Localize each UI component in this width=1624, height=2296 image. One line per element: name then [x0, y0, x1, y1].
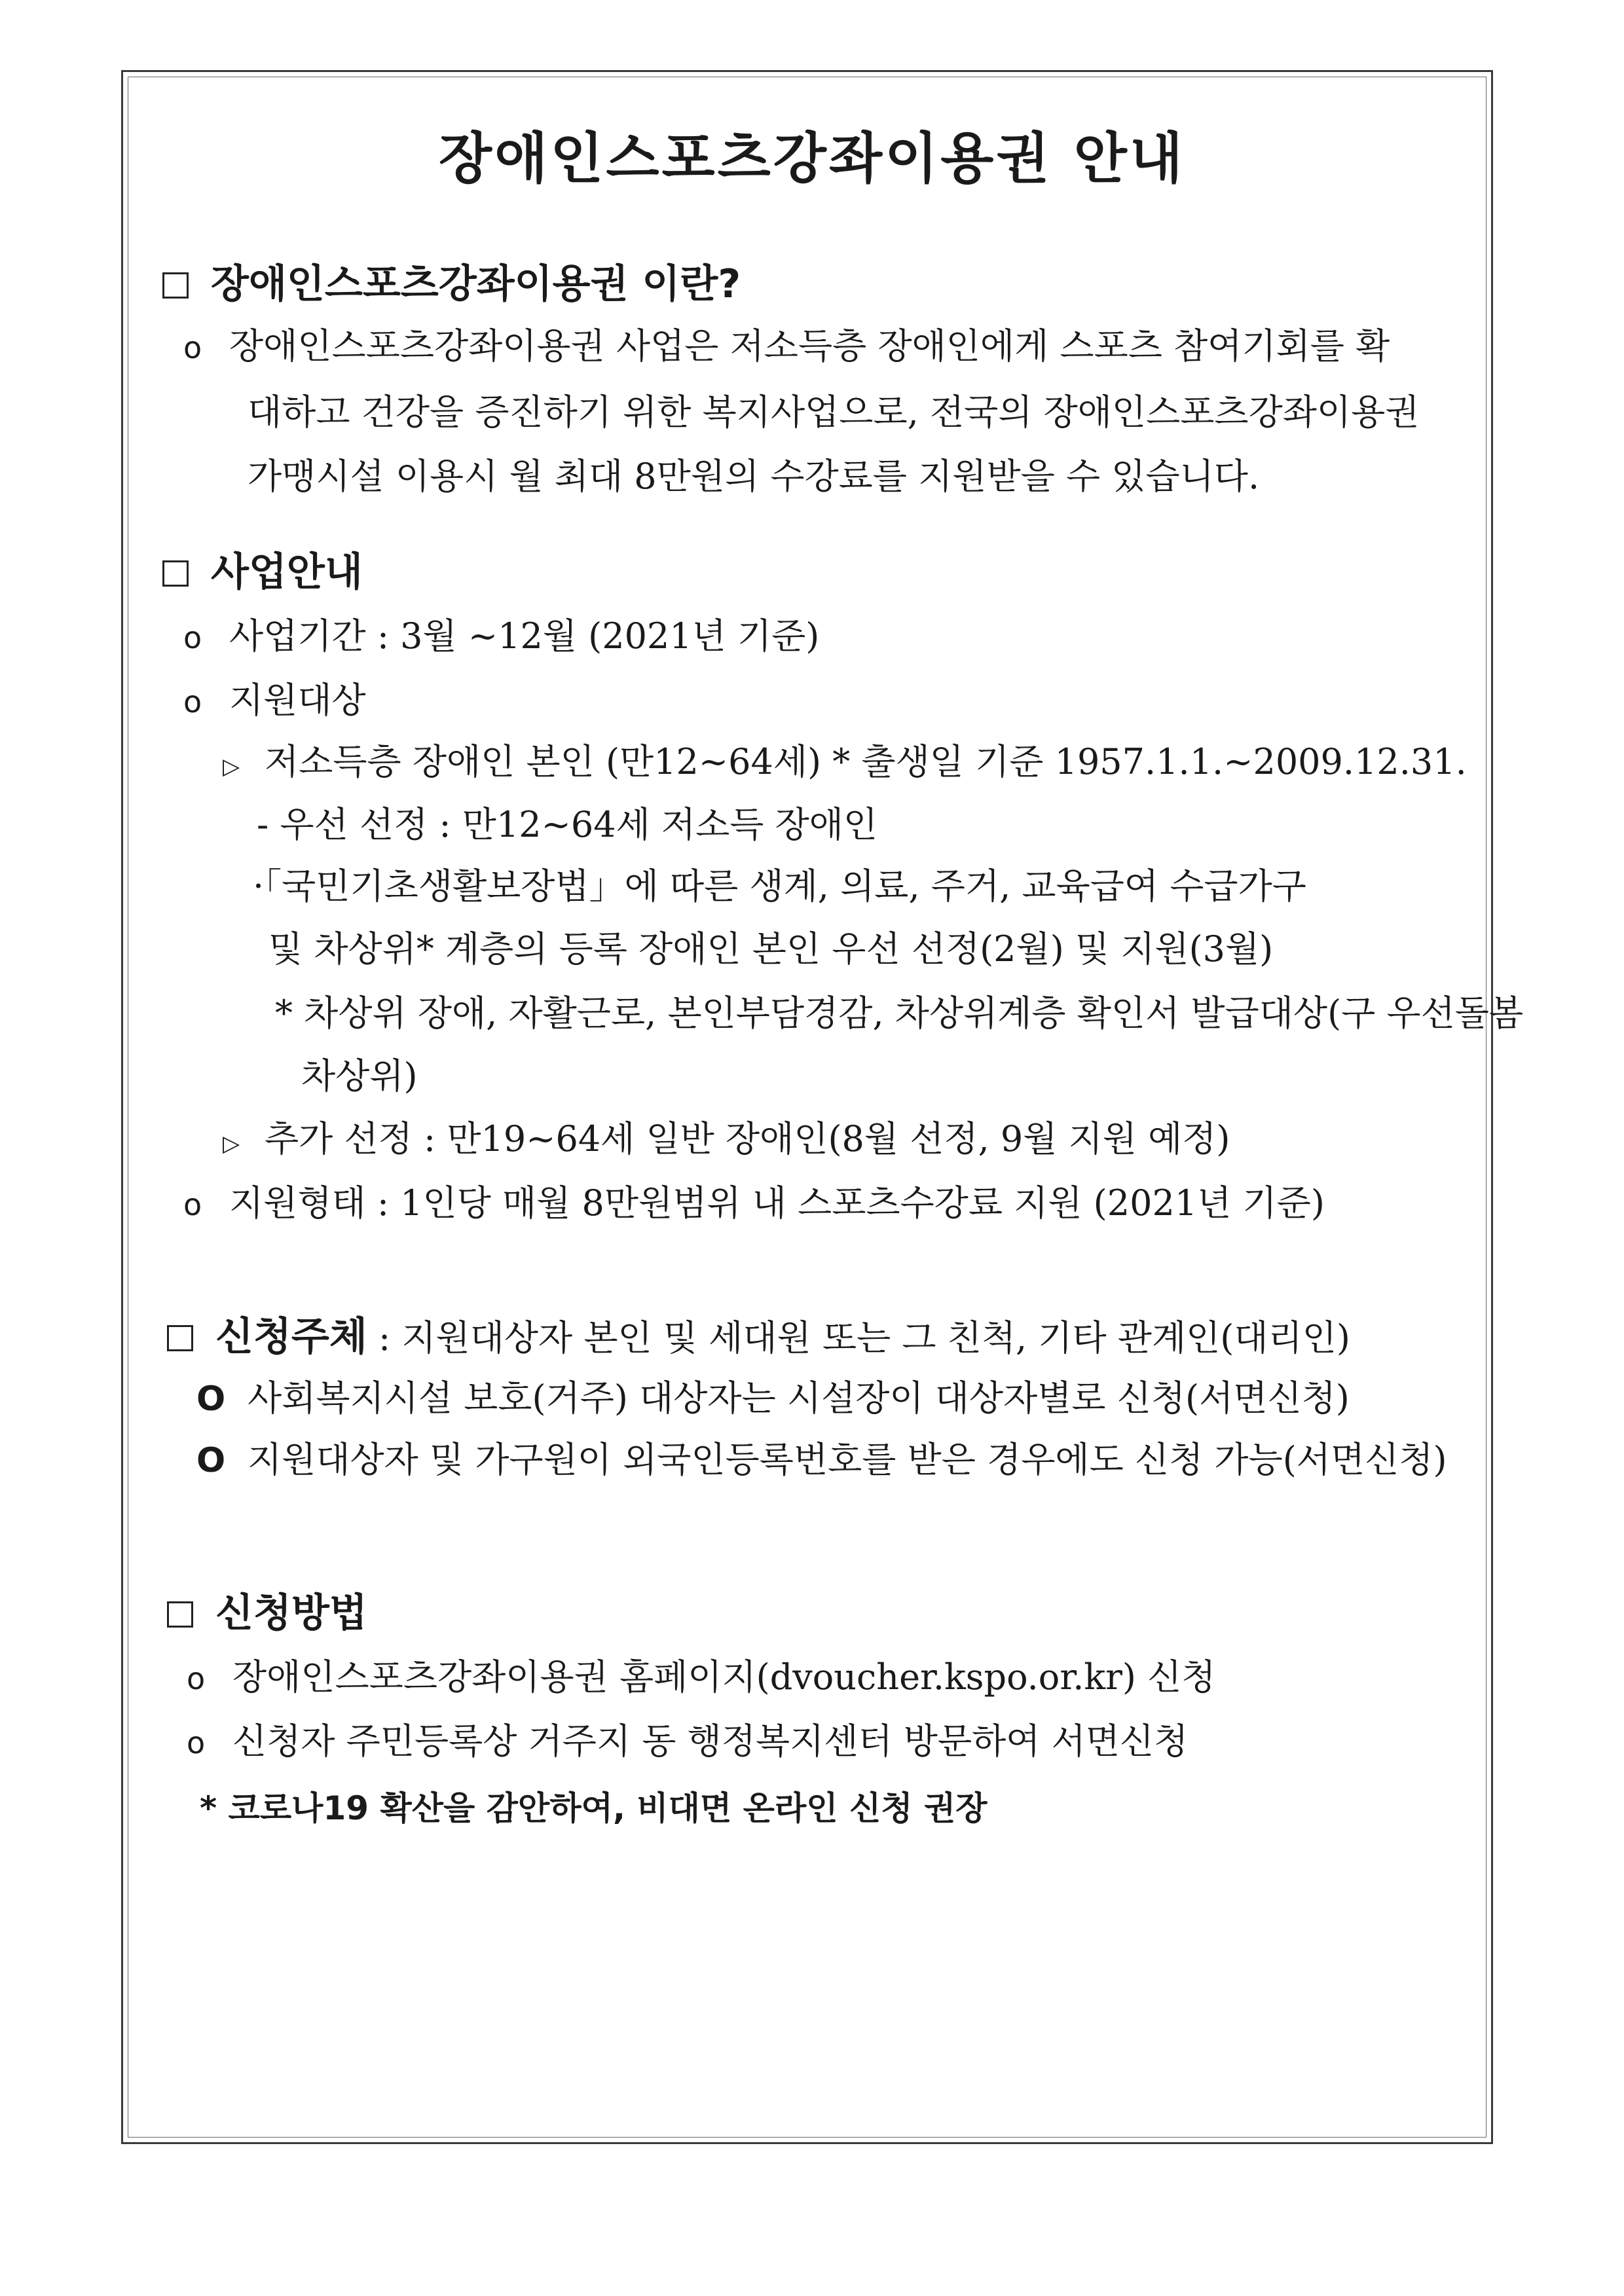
section-heading-about: [162, 261, 741, 308]
checkbox-square-icon: [162, 272, 189, 299]
text: 장애인스포츠강좌이용권 홈페이지(dvoucher.kspo.or.kr) 신청: [232, 1656, 1216, 1698]
list-item: [183, 615, 819, 659]
text: 사회복지시설 보호(거주) 대상자는 시설장이 대상자별로 신청(서면신청): [248, 1377, 1350, 1419]
circle-bullet-icon: o: [183, 684, 202, 720]
footnote: 차상위): [301, 1055, 418, 1097]
circle-bullet-icon: O: [196, 1379, 226, 1419]
circle-bullet-icon: o: [187, 1725, 206, 1760]
list-item: [187, 1721, 1188, 1764]
list-item: [187, 1656, 1215, 1700]
text: 지원대상자 및 가구원이 외국인등록번호를 받은 경우에도 신청 가능(서면신청): [248, 1439, 1447, 1480]
checkbox-square-icon: [162, 560, 189, 587]
text: 장애인스포츠강좌이용권 사업은 저소득층 장애인에게 스포츠 참여기회를 확: [229, 325, 1390, 367]
triangle-bullet-icon: ▷: [223, 754, 240, 780]
text: 신청자 주민등록상 거주지 동 행정복지센터 방문하여 서면신청: [232, 1721, 1189, 1762]
section-heading-description: : 지원대상자 본인 및 세대원 또는 그 친척, 기타 관계인(대리인): [367, 1317, 1350, 1358]
text: 지원형태 : 1인당 매월 8만원범위 내 스포츠수강료 지원 (2021년 기준): [229, 1182, 1325, 1224]
list-item: ·「국민기초생활보장법」에 따른 생계, 의료, 주거, 교육급여 수급가구: [253, 866, 1306, 907]
paragraph-line: 대하고 건강을 증진하기 위한 복지사업으로, 전국의 장애인스포츠강좌이용권: [248, 392, 1420, 433]
list-item: [196, 1439, 1447, 1482]
list-item: [183, 1182, 1325, 1226]
section-heading-text: 신청주체: [215, 1314, 367, 1360]
circle-bullet-icon: o: [183, 1187, 202, 1222]
text: 사업기간 : 3월 ~12월 (2021년 기준): [229, 615, 820, 657]
checkbox-square-icon: [167, 1325, 193, 1351]
circle-bullet-icon: o: [187, 1661, 206, 1696]
list-item: [196, 1377, 1350, 1420]
list-item: 및 차상위* 계층의 등록 장애인 본인 우선 선정(2월) 및 지원(3월): [268, 928, 1274, 970]
checkbox-square-icon: [167, 1601, 193, 1628]
paragraph-line: [183, 325, 1390, 369]
list-item: - 우선 선정 : 만12~64세 저소득 장애인: [257, 804, 878, 845]
circle-bullet-icon: o: [183, 620, 202, 655]
paragraph-line: 가맹시설 이용시 월 최대 8만원의 수강료를 지원받을 수 있습니다.: [248, 456, 1260, 497]
circle-bullet-icon: o: [183, 330, 202, 365]
footnote: * 차상위 장애, 자활근로, 본인부담경감, 차상위계층 확인서 발급대상(구 우선돌봄: [275, 993, 1524, 1034]
list-item: [223, 1118, 1230, 1165]
text: 지원대상: [229, 680, 366, 721]
section-heading-business: [162, 549, 363, 596]
section-heading-method: [167, 1590, 367, 1637]
text: 저소득층 장애인 본인 (만12~64세) * 출생일 기준 1957.1.1.~2009.12.31.: [265, 741, 1467, 782]
list-item: [183, 680, 366, 723]
list-item: [223, 741, 1467, 788]
triangle-bullet-icon: ▷: [223, 1131, 240, 1157]
section-heading-applicant: [167, 1313, 1350, 1362]
section-heading-text: 사업안내: [211, 549, 363, 595]
section-heading-text: 신청방법: [215, 1590, 367, 1636]
section-heading-text: 장애인스포츠강좌이용권 이란?: [211, 261, 741, 307]
recommendation-note: * 코로나19 확산을 감안하여, 비대면 온라인 신청 권장: [200, 1789, 987, 1827]
document-title: 장애인스포츠강좌이용권 안내: [438, 126, 1186, 191]
text: 추가 선정 : 만19~64세 일반 장애인(8월 선정, 9월 지원 예정): [265, 1118, 1230, 1159]
circle-bullet-icon: O: [196, 1441, 226, 1480]
